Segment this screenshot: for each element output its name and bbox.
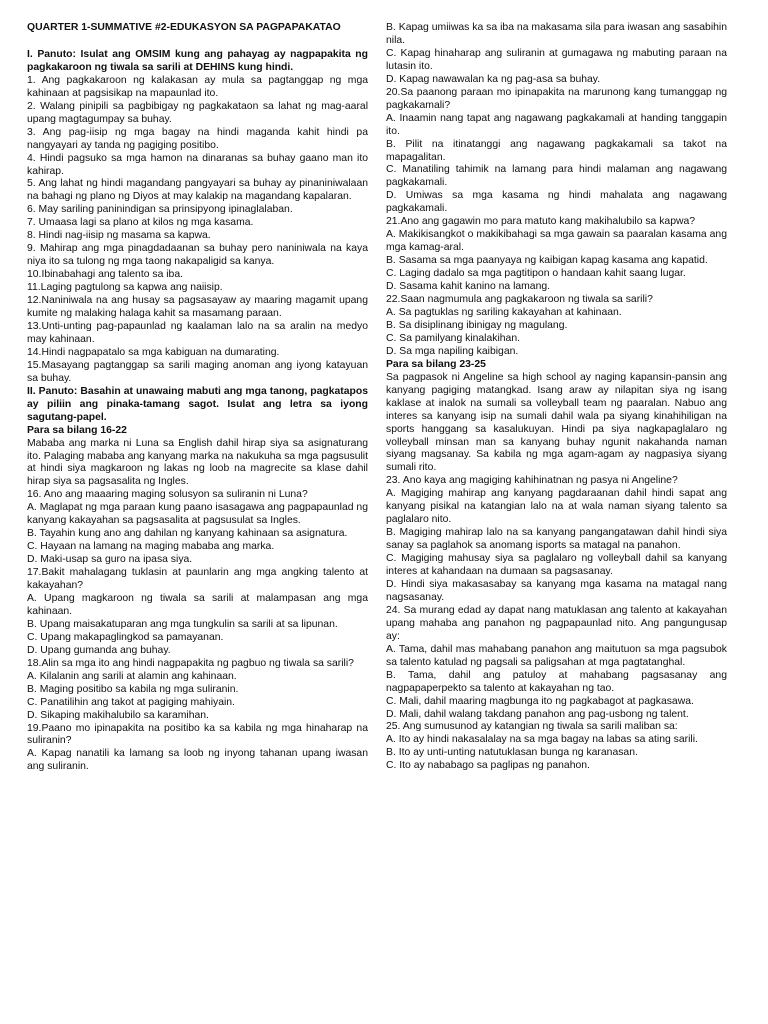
section-heading: I. Panuto: Isulat ang OMSIM kung ang pahayag ay nagpapakita ng pagkakaroon ng tiwala sa sarili at DEHINS kung hindi.: [27, 48, 368, 73]
text-line: 13.Unti-unting pag-papaunlad ng kaalaman lalo na sa aralin na medyo may kahinaan.: [27, 320, 368, 345]
text-line: A. Maglapat ng mga paraan kung paano isasagawa ang pagpapaunlad ng kanyang kakayahan sa pagsasalita at pagsusulat sa Ingles.: [27, 502, 368, 527]
text-line: 17.Bakit mahalagang tuklasin at paunlarin ang mga angking talento at kakayahan?: [27, 567, 368, 592]
text-line: B. Sasama sa mga paanyaya ng kaibigan kapag kasama ang kapatid.: [386, 255, 708, 267]
text-line: A. Kilalanin ang sarili at alamin ang kahinaan.: [27, 670, 237, 682]
text-line: C. Upang makapaglingkod sa pamayanan.: [27, 631, 224, 643]
text-line: A. Kapag nanatili ka lamang sa loob ng inyong tahanan upang iwasan ang suliranin.: [27, 748, 368, 773]
text-line: 3. Ang pag-iisip ng mga bagay na hindi maganda kahit hindi pa nangyayari ay tanda ng pagiging positibo.: [27, 126, 368, 151]
text-line: 7. Umaasa lagi sa plano at kilos ng mga kasama.: [27, 217, 254, 229]
text-line: A. Magiging mahirap ang kanyang pagdaraanan dahil hindi sapat ang kanyang pisikal na katangian lalo na at wala naman siyang talento sa paglalaro nito.: [386, 488, 727, 526]
text-line: C. Ito ay nababago sa paglipas ng panahon.: [386, 760, 590, 772]
text-line: 21.Ano ang gagawin mo para matuto kang makihalubilo sa kapwa?: [386, 216, 696, 228]
text-line: 20.Sa paanong paraan mo ipinapakita na marunong kang tumanggap ng pagkakamali?: [386, 86, 727, 111]
text-line: 8. Hindi nag-iisip ng masama sa kapwa.: [27, 230, 211, 242]
text-line: B. Pilit na itinatanggi ang nagawang pagkakamali sa takot na mapagalitan.: [386, 138, 727, 163]
text-line: D. Sasama kahit kanino na lamang.: [386, 281, 551, 293]
text-line: D. Hindi siya makasasabay sa kanyang mga kasama na matagal nang nagsasanay.: [386, 578, 727, 603]
text-line: 23. Ano kaya ang magiging kahihinatnan ng pasya ni Angeline?: [386, 475, 678, 487]
text-line: C. Manatiling tahimik na lamang para hindi malaman ang nagawang pagkakamali.: [386, 164, 727, 189]
text-line: 19.Paano mo ipinapakita na positibo ka sa kabila ng mga hinaharap na suliranin?: [27, 722, 368, 747]
text-line: 18.Alin sa mga ito ang hindi nagpapakita ng pagbuo ng tiwala sa sarili?: [27, 657, 354, 669]
text-line: A. Sa pagtuklas ng sariling kakayahan at kahinaan.: [386, 306, 622, 318]
document-title: QUARTER 1-SUMMATIVE #2-EDUKASYON SA PAGPAPAKATAO: [27, 22, 341, 33]
right-column: [386, 22, 727, 1024]
text-line: B. Tayahin kung ano ang dahilan ng kanyang kahinaan sa asignatura.: [27, 528, 348, 540]
text-line: C. Panatilihin ang takot at pagiging mahiyain.: [27, 696, 235, 708]
text-line: B. Magiging mahirap lalo na sa kanyang pangangatawan dahil hindi siya sanay sa paglahok sa anomang isports sa matagal na panahon.: [386, 527, 727, 552]
text-line: D. Kapag nawawalan ka ng pag-asa sa buhay.: [386, 73, 601, 85]
text-line: 12.Naniniwala na ang husay sa pagsasayaw ay maaring magamit upang kumite ng malaking halaga kahit sa masamang paraan.: [27, 295, 368, 320]
text-line: C. Laging dadalo sa mga pagtitipon o handaan kahit saang lugar.: [386, 268, 686, 280]
text-line: Sa pagpasok ni Angeline sa high school ay naging kapansin-pansin ang kanyang pagiging matangkad. Isang araw ay nilapitan siya ng isang kaklase at inalok na sumali sa volleyball team ng paaralan. Nabuo ang interes sa kanyang isip na sumali dahil wala pa siyang kinahihiligan na sports hanggang sa kasalukuyan. Hindi pa siya nagkapaglalaro ng volleyball minsan man sa kanyang buhay ngunit nakahanda naman siyang magsanay. Sa kabila ng mga agam-agam ay nagpasiya siyang sumali rito.: [386, 371, 727, 474]
text-line: 22.Saan nagmumula ang pagkakaroon ng tiwala sa sarili?: [386, 294, 653, 306]
text-line: D. Upang gumanda ang buhay.: [27, 644, 171, 656]
text-line: 1. Ang pagkakaroon ng kalakasan ay mula sa pagtanggap ng mga kahinaan at pagsisikap na mapaunlad ito.: [27, 74, 368, 99]
text-line: Mababa ang marka ni Luna sa English dahil hirap siya sa asignaturang ito. Palaging mababa ang kanyang marka na nakukuha sa mga pagsusulit at hindi siya magkaroon ng lakas ng loob na magrecite sa klase dahil hirap siya sa pagsasalita ng Ingles.: [27, 437, 368, 488]
text-line: C. Magiging mahusay siya sa paglalaro ng volleyball dahil sa kanyang interes at kahandaan na dumaan sa pagsasanay.: [386, 553, 727, 578]
text-line: B. Tama, dahil ang patuloy at mahabang pagsasanay ang nagpapaperpekto sa talento at kakayahan ng tao.: [386, 669, 727, 694]
text-line: A. Upang magkaroon ng tiwala sa sarili at malampasan ang mga kahinaan.: [27, 592, 368, 617]
text-line: B. Maging positibo sa kabila ng mga suliranin.: [27, 683, 239, 695]
text-line: A. Makikisangkot o makikibahagi sa mga gawain sa paaralan kasama ang mga kamag-aral.: [386, 229, 727, 254]
text-line: 2. Walang pinipili sa pagbibigay ng pagkakataon sa lahat ng mag-aaral upang magtagumpay sa buhay.: [27, 100, 368, 125]
text-line: B. Upang maisakatuparan ang mga tungkulin sa sarili at sa lipunan.: [27, 618, 338, 630]
text-line: A. Tama, dahil mas mahabang panahon ang maitutuon sa mga pagsubok sa talento katulad ng pagsali sa paligsahan at mga pagtatanghal.: [386, 643, 727, 668]
text-line: D. Sa mga napiling kaibigan.: [386, 345, 519, 357]
text-line: 9. Mahirap ang mga pinagdadaanan sa buhay pero naniniwala na kaya niya ito sa tulong ng mga taong nakapaligid sa kanya.: [27, 243, 368, 268]
text-line: 14.Hindi nagpapatalo sa mga kabiguan na dumarating.: [27, 346, 280, 358]
text-line: 11.Laging pagtulong sa kapwa ang naiisip.: [27, 282, 223, 294]
text-line: D. Umiwas sa mga kasama ng hindi mahalata ang nagawang pagkakamali.: [386, 190, 727, 215]
section-heading: Para sa bilang 16-22: [27, 424, 127, 436]
section-heading: Para sa bilang 23-25: [386, 358, 486, 370]
text-line: 10.Ibinabahagi ang talento sa iba.: [27, 269, 183, 281]
text-line: B. Kapag umiiwas ka sa iba na makasama sila para iwasan ang sasabihin nila.: [386, 22, 727, 46]
text-line: 25. Ang sumusunod ay katangian ng tiwala sa sarili maliban sa:: [386, 721, 678, 733]
text-line: C. Kapag hinaharap ang suliranin at gumagawa ng mabuting paraan na lutasin ito.: [386, 47, 727, 72]
text-line: C. Mali, dahil maaring magbunga ito ng pagkabagot at pagkasawa.: [386, 695, 694, 707]
left-column: [27, 22, 368, 1024]
text-line: C. Hayaan na lamang na maging mababa ang marka.: [27, 541, 275, 553]
text-line: 15.Masayang pagtanggap sa sarili maging anoman ang iyong katayuan sa buhay.: [27, 359, 368, 384]
text-line: D. Mali, dahil walang takdang panahon ang pag-usbong ng talent.: [386, 708, 689, 720]
text-line: B. Sa disiplinang ibinigay ng magulang.: [386, 319, 568, 331]
text-line: C. Sa pamilyang kinalakihan.: [386, 332, 520, 344]
text-line: 4. Hindi pagsuko sa mga hamon na dinaranas sa buhay gaano man ito kahirap.: [27, 152, 368, 177]
text-line: A. Ito ay hindi nakasalalay na sa mga bagay na labas sa ating sarili.: [386, 734, 698, 746]
text-line: 24. Sa murang edad ay dapat nang matuklasan ang talento at kakayahan upang mahaba ang panahon ng pagpapaunlad nito. Ang pangungusap ay:: [386, 604, 727, 642]
text-line: D. Maki-usap sa guro na ipasa siya.: [27, 554, 193, 566]
section-heading: II. Panuto: Basahin at unawaing mabuti ang mga tanong, pagkatapos ay piliin ang pinaka-tamang sagot. Isulat ang letra sa iyong sagutang-papel.: [27, 385, 368, 423]
text-line: A. Inaamin nang tapat ang nagawang pagkakamali at handing tanggapin ito.: [386, 112, 727, 137]
text-line: B. Ito ay unti-unting natutuklasan bunga ng karanasan.: [386, 747, 638, 759]
text-line: 16. Ano ang maaaring maging solusyon sa suliranin ni Luna?: [27, 489, 308, 501]
text-line: 5. Ang lahat ng hindi magandang pangyayari sa buhay ay pinaniniwalaan na bahagi ng plano ng Diyos at may kalakip na magandang kapalaran.: [27, 178, 368, 203]
text-line: 6. May sariling paninindigan sa prinsipyong ipinaglalaban.: [27, 204, 293, 216]
text-line: D. Sikaping makihalubilo sa karamihan.: [27, 709, 209, 721]
